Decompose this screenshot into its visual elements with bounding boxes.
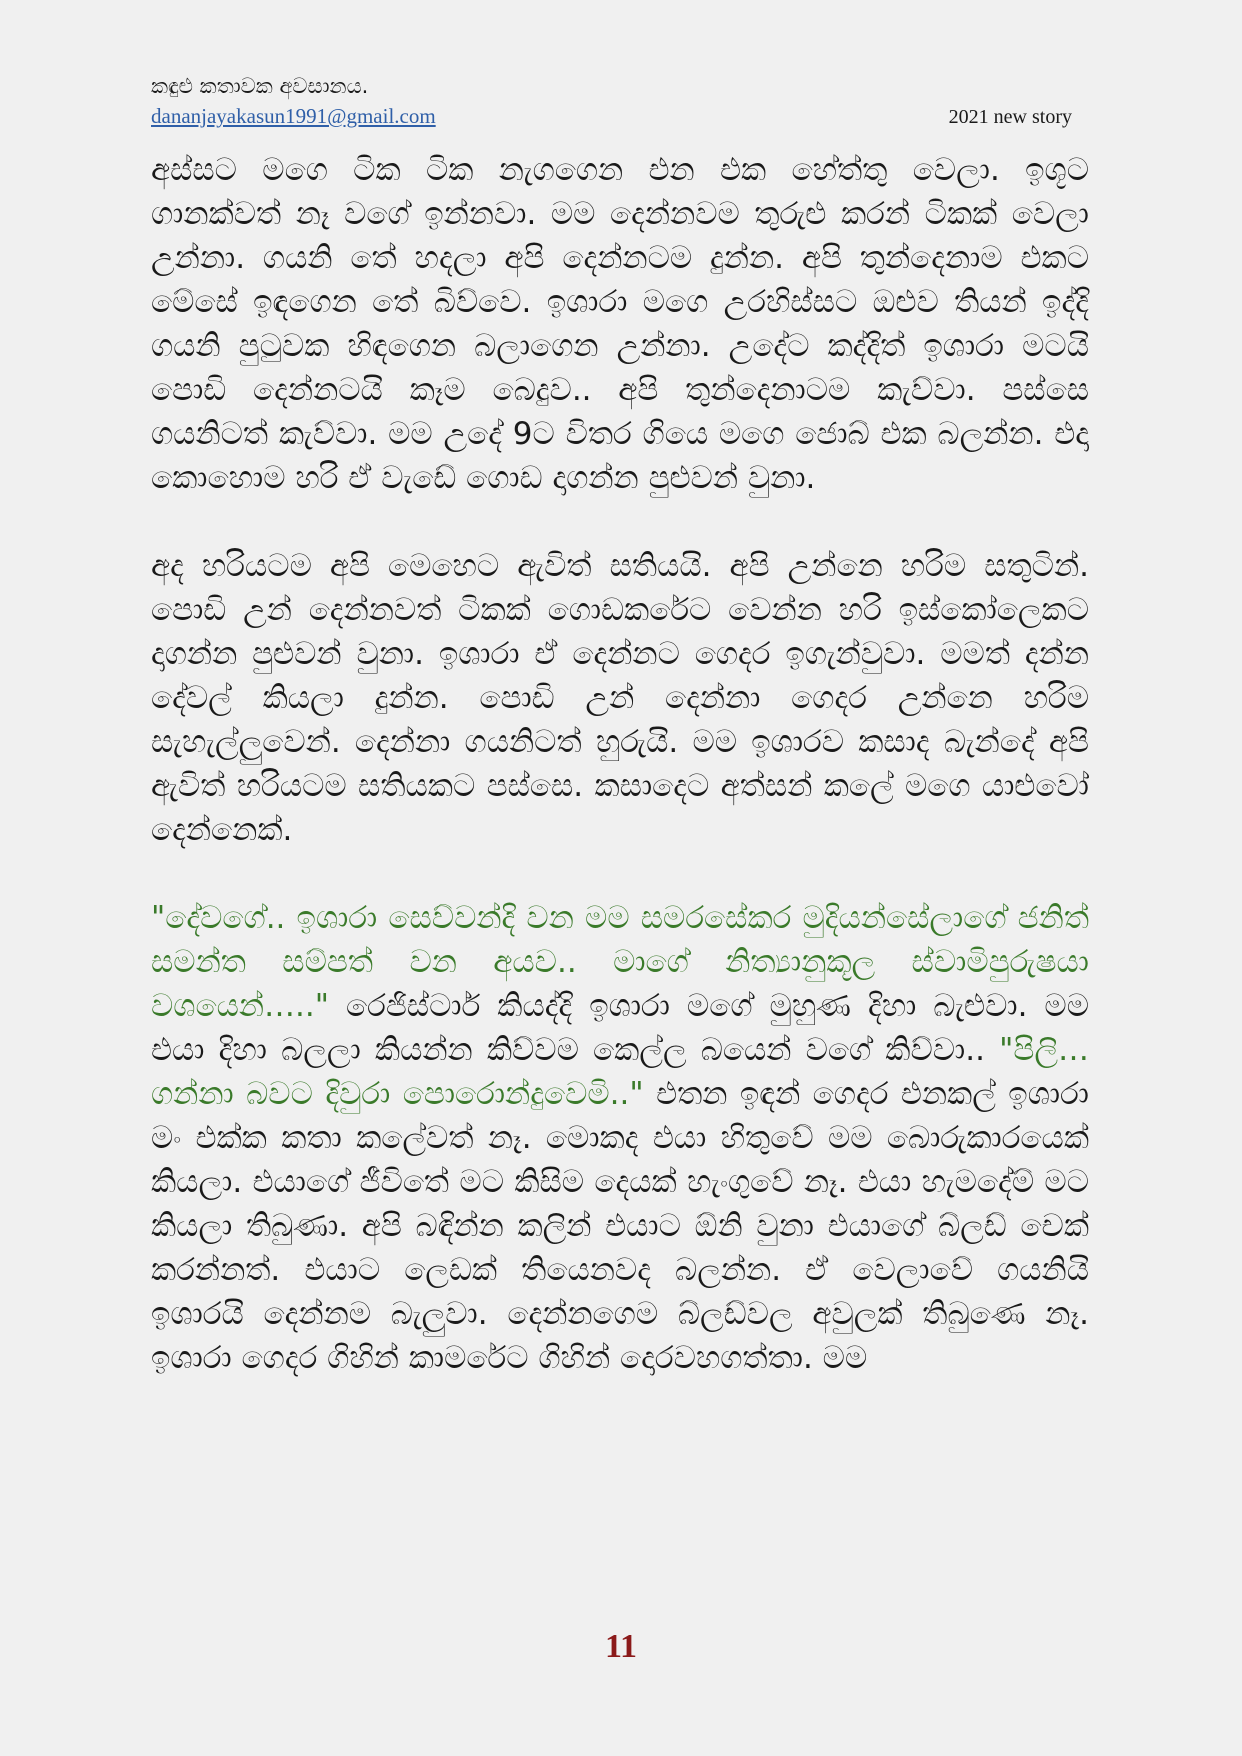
- page-number: 11: [604, 1628, 638, 1665]
- paragraph-3-text-2: එතන ඉඳන් ගෙදර එනකල් ඉශාරා මං එක්ක කතා කලේවත් නෑ. මොකද එයා හිතුවේ මම බොරුකාරයෙක් කියලා. එයාගේ ජීවිතේ මට කිසිම දෙයක් හැංගුවේ නෑ. එයා හැමදේම් මට කියලා තිබුණා. අපි බඳින්න කලින් එයාට ඕනි වුනා එයාගේ බ්ලඩ් චෙක් කරන්නත්. එයාට ලෙඩක් තියෙනවද බලන්න. ඒ වෙලාවේ ගයනියි ඉශාරයි දෙන්නම බැලුවා. දෙන්නගෙම බ්ලඩ්වල අවුලක් තිබුණෙ නෑ. ඉශාරා ගෙදර ගිහින් කාමරේට ගිහින් දොරවහගත්තා. මම: [151, 1076, 1089, 1376]
- story-label: 2021 new story: [948, 106, 1072, 128]
- vow-quote-2: "පිලි…ගන්නා බවට දිවුරා පොරොන්දුවෙමි..": [151, 1032, 1089, 1112]
- story-body: [151, 148, 1089, 1424]
- paragraph-3-text-1: රෙජිස්ටාර් කියද්දි ඉශාරා මගේ මුහුණ දිහා බැළුවා. මම එයා දිහා බලලා කියන්න කිව්වම කෙල්ල බයෙන් වගේ කිව්වා..: [151, 988, 1089, 1068]
- vow-quote-1: "දේවගේ.. ඉශාරා සෙව්වන්දි වන මම සමරසේකර මුදියන්සේලාගේ ජනිත් සමන්ත සම්පත් වන අයව.. මාගේ නිත්‍යානුකූල ස්වාමිපුරුෂයා වශයෙන්…..": [151, 900, 1089, 1024]
- author-email-link[interactable]: dananjayakasun1991@gmail.com: [151, 104, 436, 128]
- page-header: [151, 70, 1072, 130]
- story-title: කඳුළු කතාවක අවසානය.: [151, 74, 369, 98]
- paragraph-2: අද හරියටම අපි මෙහෙට ඇවිත් සතියයි. අපි උන්නෙ හරිම සතුටින්. පොඩි උන් දෙන්නවත් ටිකක් ගොඩකරේට වෙන්න හරි ඉස්කෝලෙකට දාගන්න පුළුවන් වුනා. ඉශාරා ඒ දෙන්නට ගෙදර ඉගැන්වුවා. මමත් දන්න දේවල් කියලා දුන්න. පොඩි උන් දෙන්නා ගෙදර උන්නෙ හරිම සැහැල්ලුවෙන්. දෙන්නා ගයනිටත් හුරුයි. මම ඉශාරව කසාද බැන්දේ අපි ඇවිත් හරියටම සතියකට පස්සෙ. කසාදෙට අත්සන් කලේ මගෙ යාළුවෝ දෙන්නෙක්.: [151, 548, 1089, 848]
- paragraph-3: [151, 896, 1089, 1380]
- paragraph-1: අස්සට මගෙ ටික ටික නැගගෙන එන එක හේත්තු වෙලා. ඉශූට ගානක්වත් නෑ වගේ ඉන්නවා. මම දෙන්නවම තුරුළු කරන් ටිකක් වෙලා උන්නා. ගයනි තේ හදලා අපි දෙන්නටම දුන්න. අපි තුන්දෙනාම එකට මේසේ ඉඳගෙන තේ බිව්වෙ. ඉශාරා මගෙ උරහිස්සට ඔළුව තියන් ඉද්දි ගයනි පුටුවක හිඳගෙන බලාගෙන උන්නා. උදේට කද්දිත් ඉශාරා මටයි පොඩි දෙන්නටයි කෑම බෙදුව.. අපි තුන්දෙනාටම කැව්වා. පස්සෙ ගයනිටත් කැව්වා. මම උදේ 9ට විතර ගියෙ මගෙ ජොබ් එක බලන්න. එදා කොහොම හරි ඒ වැඩේ ගොඩ දාගන්න පුළුවන් වුනා.: [151, 152, 1089, 496]
